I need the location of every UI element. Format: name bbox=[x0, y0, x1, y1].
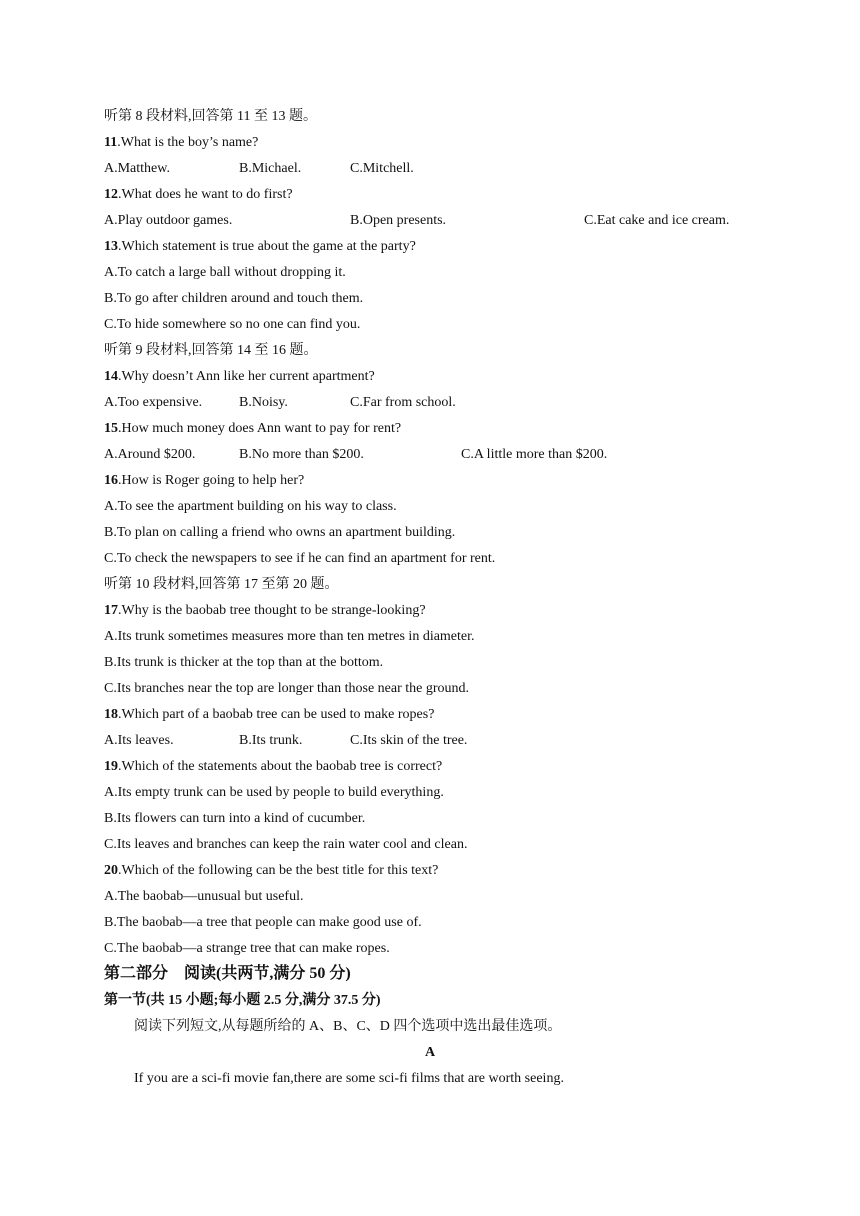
question-12 bbox=[104, 186, 293, 204]
part-2-title: 第二部分 阅读(共两节,满分 50 分) bbox=[104, 965, 351, 982]
passage-first-line: If you are a sci-fi movie fan,there are some sci-fi films that are worth seeing. bbox=[134, 1071, 564, 1086]
option-a: A.Around $200. bbox=[104, 447, 196, 462]
option-b: B.Michael. bbox=[239, 161, 302, 176]
reading-instruction: 阅读下列短文,从每题所给的 A、B、C、D 四个选项中选出最佳选项。 bbox=[134, 1019, 562, 1034]
question-number: 19 bbox=[104, 759, 118, 774]
passage-label: A bbox=[424, 1045, 436, 1060]
question-number: 20 bbox=[104, 863, 118, 878]
option-b: B.The baobab—a tree that people can make good use of. bbox=[104, 915, 422, 930]
option-b: B.Its flowers can turn into a kind of cucumber. bbox=[104, 811, 366, 826]
option-b: B.Its trunk is thicker at the top than at the bottom. bbox=[104, 655, 384, 670]
question-text: .Which part of a baobab tree can be used to make ropes? bbox=[118, 707, 435, 722]
option-b: B.No more than $200. bbox=[239, 447, 364, 462]
option-a: A.To see the apartment building on his way to class. bbox=[104, 499, 397, 514]
question-number: 15 bbox=[104, 421, 118, 436]
option-c: C.Mitchell. bbox=[350, 161, 414, 176]
question-text: .Why doesn’t Ann like her current apartment? bbox=[118, 369, 375, 384]
option-a: A.Its empty trunk can be used by people to build everything. bbox=[104, 785, 444, 800]
option-b: B.To go after children around and touch them. bbox=[104, 291, 364, 306]
option-b: B.Its trunk. bbox=[239, 733, 303, 748]
section-9-header: 听第 9 段材料,回答第 14 至 16 题。 bbox=[104, 343, 318, 358]
option-c: C.The baobab—a strange tree that can make ropes. bbox=[104, 941, 390, 956]
question-13 bbox=[104, 238, 416, 256]
option-c: C.Its branches near the top are longer than those near the ground. bbox=[104, 681, 470, 696]
question-number: 12 bbox=[104, 187, 118, 202]
option-a: A.To catch a large ball without dropping it. bbox=[104, 265, 346, 280]
question-number: 13 bbox=[104, 239, 118, 254]
question-text: .Why is the baobab tree thought to be strange-looking? bbox=[118, 603, 426, 618]
question-text: .What is the boy’s name? bbox=[117, 135, 259, 150]
question-15 bbox=[104, 420, 401, 438]
question-text: .How is Roger going to help her? bbox=[118, 473, 305, 488]
option-a: A.Matthew. bbox=[104, 161, 170, 176]
question-text: .What does he want to do first? bbox=[118, 187, 293, 202]
option-c: C.Eat cake and ice cream. bbox=[584, 213, 730, 228]
option-a: A.Its leaves. bbox=[104, 733, 174, 748]
option-c: C.Far from school. bbox=[350, 395, 456, 410]
question-number: 17 bbox=[104, 603, 118, 618]
option-c: C.To check the newspapers to see if he can find an apartment for rent. bbox=[104, 551, 496, 566]
option-c: C.Its skin of the tree. bbox=[350, 733, 468, 748]
part-2-section-1-title: 第一节(共 15 小题;每小题 2.5 分,满分 37.5 分) bbox=[104, 993, 381, 1008]
option-a: A.Its trunk sometimes measures more than ten metres in diameter. bbox=[104, 629, 475, 644]
question-number: 14 bbox=[104, 369, 118, 384]
option-c: C.Its leaves and branches can keep the rain water cool and clean. bbox=[104, 837, 468, 852]
section-8-header: 听第 8 段材料,回答第 11 至 13 题。 bbox=[104, 109, 317, 124]
question-number: 18 bbox=[104, 707, 118, 722]
option-b: B.Noisy. bbox=[239, 395, 288, 410]
option-a: A.The baobab—unusual but useful. bbox=[104, 889, 304, 904]
question-text: .How much money does Ann want to pay for rent? bbox=[118, 421, 402, 436]
option-a: A.Too expensive. bbox=[104, 395, 203, 410]
question-text: .Which statement is true about the game at the party? bbox=[118, 239, 416, 254]
option-b: B.To plan on calling a friend who owns an apartment building. bbox=[104, 525, 456, 540]
question-text: .Which of the following can be the best title for this text? bbox=[118, 863, 439, 878]
question-17 bbox=[104, 602, 426, 620]
option-a: A.Play outdoor games. bbox=[104, 213, 233, 228]
section-10-header: 听第 10 段材料,回答第 17 至第 20 题。 bbox=[104, 577, 339, 592]
option-c: C.A little more than $200. bbox=[461, 447, 608, 462]
question-19 bbox=[104, 758, 442, 776]
question-18 bbox=[104, 706, 434, 724]
question-14 bbox=[104, 368, 375, 386]
question-16 bbox=[104, 472, 304, 490]
question-11 bbox=[104, 134, 258, 152]
question-text: .Which of the statements about the baobab tree is correct? bbox=[118, 759, 443, 774]
option-c: C.To hide somewhere so no one can find you. bbox=[104, 317, 361, 332]
question-number: 16 bbox=[104, 473, 118, 488]
question-number: 11 bbox=[104, 135, 118, 150]
question-20 bbox=[104, 862, 438, 880]
option-b: B.Open presents. bbox=[350, 213, 447, 228]
